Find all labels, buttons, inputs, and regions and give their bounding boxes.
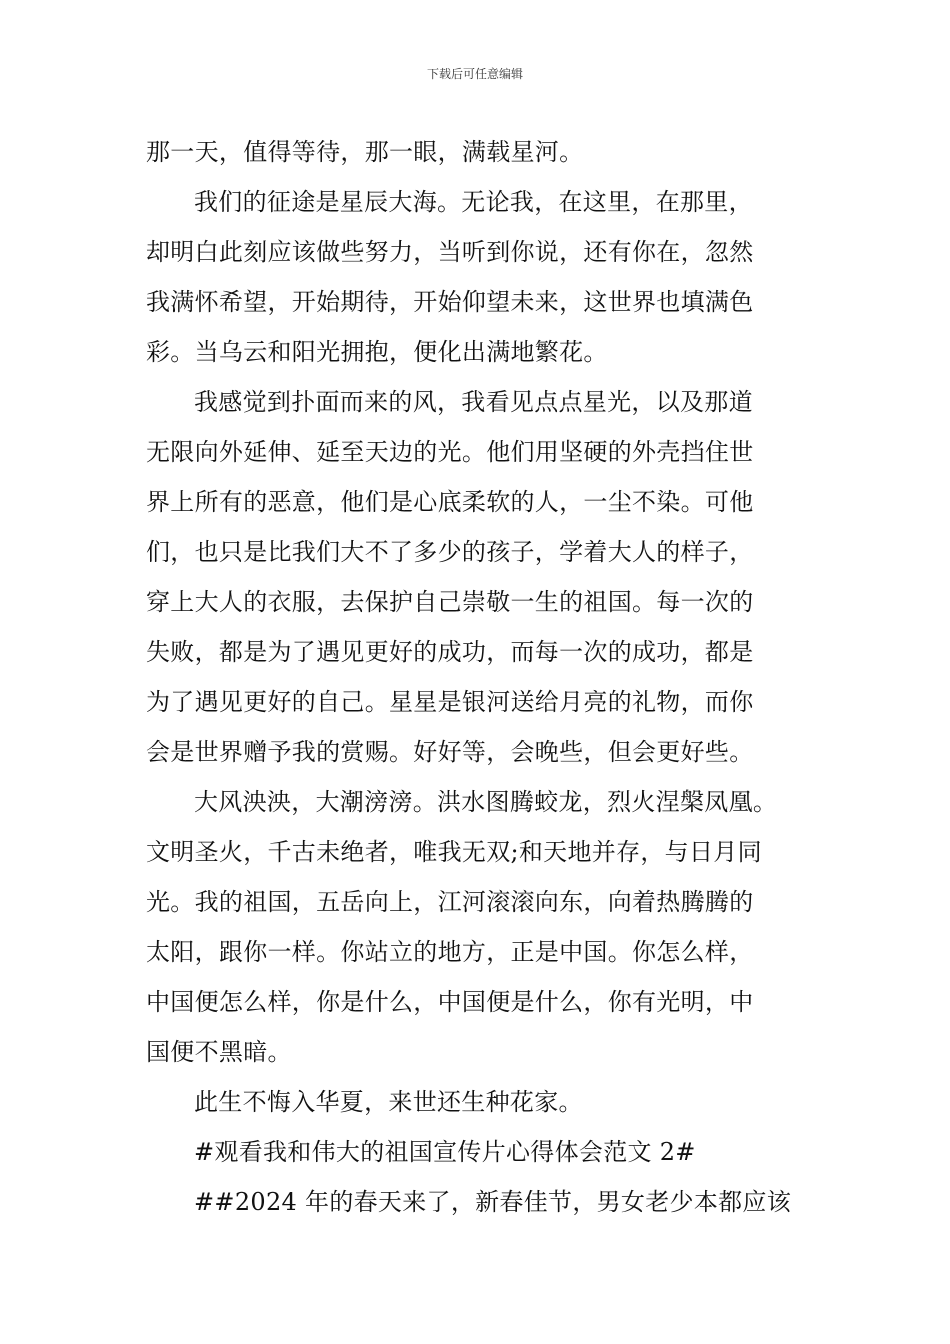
text-line: 穿上大人的衣服，去保护自己崇敬一生的祖国。每一次的 (146, 588, 754, 616)
text-line: 中国便怎么样，你是什么，中国便是什么，你有光明，中 (146, 988, 754, 1016)
text-line: 我们的征途是星辰大海。无论我，在这里，在那里， (194, 188, 753, 216)
text-line: 彩。当乌云和阳光拥抱，便化出满地繁花。 (146, 338, 608, 366)
text-line: 们，也只是比我们大不了多少的孩子，学着大人的样子， (146, 538, 754, 566)
document-body (146, 127, 816, 1227)
text-line: 无限向外延伸、延至天边的光。他们用坚硬的外壳挡住世 (146, 438, 754, 466)
text-line: 国便不黑暗。 (146, 1038, 292, 1066)
text-line: ##2024 年的春天来了，新春佳节，男女老少本都应该 (194, 1188, 792, 1216)
text-line: 太阳，跟你一样。你站立的地方，正是中国。你怎么样， (146, 938, 754, 966)
page-header-note: 下载后可任意编辑 (426, 67, 523, 81)
text-line: 我满怀希望，开始期待，开始仰望未来，这世界也填满色 (146, 288, 754, 316)
text-line: 文明圣火，千古未绝者，唯我无双;和天地并存，与日月同 (146, 838, 762, 866)
text-line: 失败，都是为了遇见更好的成功，而每一次的成功，都是 (146, 638, 754, 666)
text-line: 却明白此刻应该做些努力，当听到你说，还有你在，忽然 (146, 238, 754, 266)
text-line: 光。我的祖国，五岳向上，江河滚滚向东，向着热腾腾的 (146, 888, 754, 916)
section-heading: #观看我和伟大的祖国宣传片心得体会范文 2# (194, 1138, 696, 1166)
text-line: 那一天，值得等待，那一眼，满载星河。 (146, 138, 584, 166)
text-line: 我感觉到扑面而来的风，我看见点点星光，以及那道 (194, 388, 753, 416)
text-line: 会是世界赠予我的赏赐。好好等，会晚些，但会更好些。 (146, 738, 754, 766)
text-line: 为了遇见更好的自己。星星是银河送给月亮的礼物，而你 (146, 688, 754, 716)
text-line: 此生不悔入华夏，来世还生种花家。 (194, 1088, 583, 1116)
text-line: 界上所有的恶意，他们是心底柔软的人，一尘不染。可他 (146, 488, 754, 516)
text-line: 大风泱泱，大潮滂滂。洪水图腾蛟龙，烈火涅槃凤凰。 (194, 788, 778, 816)
